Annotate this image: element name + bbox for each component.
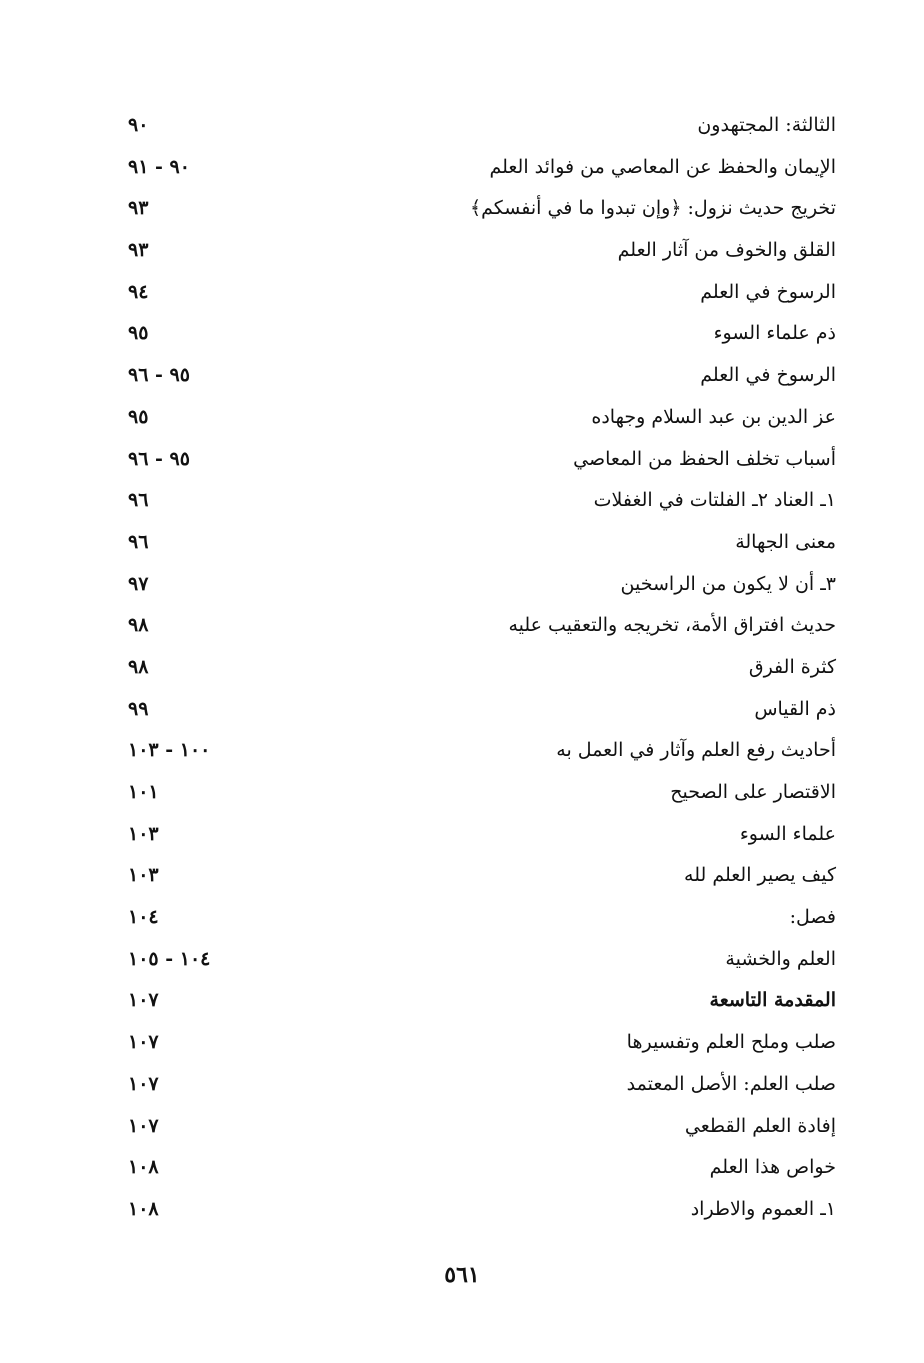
toc-entry-title: القلق والخوف من آثار العلم: [617, 239, 836, 262]
toc-entry-page: ١٠٧: [128, 1072, 159, 1095]
toc-entry-title: صلب وملح العلم وتفسيرها: [626, 1031, 836, 1054]
toc-entry: [128, 567, 836, 609]
page-number: ٥٦١: [444, 1262, 480, 1288]
toc-entry: [128, 900, 836, 942]
toc-entry: [128, 608, 836, 650]
toc-entry-title: الثالثة: المجتهدون: [697, 114, 836, 136]
toc-entry-page: ٩٨: [128, 614, 149, 637]
toc-entry: [128, 858, 836, 900]
toc-entry-page: ١٠١: [128, 781, 159, 803]
toc-entry-page: ٩٥: [128, 405, 149, 428]
toc-entry-page: ١٠٧: [128, 1114, 159, 1137]
toc-entry-title: الرسوخ في العلم: [700, 364, 836, 387]
toc-entry-page: ٩٨: [128, 655, 149, 678]
toc-entry: [128, 692, 836, 734]
toc-entry: [128, 983, 836, 1025]
toc-entry-page: ١٠٧: [128, 989, 159, 1012]
toc-entry: [128, 775, 836, 817]
toc-entry-title: ذم علماء السوء: [713, 322, 836, 345]
toc-entry-page: ٩٦: [128, 489, 149, 512]
toc-entry: [128, 1067, 836, 1109]
toc-entry-page: ١٠٨: [128, 1197, 159, 1220]
toc-entry: [128, 733, 836, 775]
toc-entry: [128, 233, 836, 275]
toc-entry: [128, 817, 836, 859]
toc-entry-page: ١٠٤ - ١٠٥: [128, 947, 211, 970]
toc-entry-page: ٩٥: [128, 322, 149, 345]
toc-entry-title: ٣ـ أن لا يكون من الراسخين: [620, 572, 836, 595]
toc-entry: [128, 942, 836, 984]
toc-entry-page: ٩٣: [128, 197, 149, 220]
toc-entry: [128, 1192, 836, 1234]
toc-entry-title: معنى الجهالة: [735, 530, 836, 553]
toc-entry-page: ١٠٠ - ١٠٣: [128, 739, 211, 762]
toc-entry: [128, 483, 836, 525]
toc-entry-page: ٩٥ - ٩٦: [128, 364, 190, 387]
toc-entry-title: تخريج حديث نزول: ﴿وإن تبدوا ما في أنفسكم﴾: [470, 197, 836, 220]
toc-entry: [128, 108, 836, 150]
toc-entry-title: حديث افتراق الأمة، تخريجه والتعقيب عليه: [508, 614, 836, 637]
toc-entry-page: ٩٥ - ٩٦: [128, 447, 190, 470]
toc-entry-page: ٩٠ - ٩١: [128, 155, 190, 178]
toc-entry-page: ١٠٧: [128, 1031, 159, 1054]
toc-entry-title: ١ـ العموم والاطراد: [690, 1197, 836, 1220]
toc-entry-title: خواص هذا العلم: [709, 1156, 836, 1179]
toc-entry-title: الإيمان والحفظ عن المعاصي من فوائد العلم: [489, 155, 836, 178]
toc-entry-title: ذم القياس: [754, 697, 836, 720]
toc-entry: [128, 275, 836, 317]
toc-entry-title: علماء السوء: [739, 822, 836, 845]
toc-entry-page: ١٠٨: [128, 1156, 159, 1179]
toc-entry-page: ٩٤: [128, 280, 149, 303]
toc-entry-title: الاقتصار على الصحيح: [670, 781, 836, 803]
toc-entry-title: كثرة الفرق: [748, 655, 836, 678]
toc-entry-title: أحاديث رفع العلم وآثار في العمل به: [556, 739, 836, 762]
toc-entry-page: ٩٣: [128, 239, 149, 262]
table-of-contents: [128, 108, 836, 1234]
toc-entry: [128, 358, 836, 400]
toc-entry: [128, 316, 836, 358]
toc-entry-title: إفادة العلم القطعي: [684, 1114, 836, 1137]
toc-entry: [128, 442, 836, 484]
toc-entry-title: كيف يصير العلم لله: [684, 864, 836, 887]
toc-entry: [128, 1150, 836, 1192]
toc-entry-page: ١٠٣: [128, 864, 159, 887]
toc-entry-title: ١ـ العناد ٢ـ الفلتات في الغفلات: [593, 489, 836, 512]
toc-entry-title: أسباب تخلف الحفظ من المعاصي: [573, 447, 836, 470]
toc-entry: [128, 1109, 836, 1151]
toc-entry-title: المقدمة التاسعة: [709, 989, 836, 1012]
toc-entry: [128, 191, 836, 233]
toc-entry: [128, 400, 836, 442]
toc-entry-title: الرسوخ في العلم: [700, 280, 836, 303]
toc-entry-title: عز الدين بن عبد السلام وجهاده: [591, 405, 836, 428]
toc-entry-page: ٩٧: [128, 572, 149, 595]
toc-entry-page: ٩٦: [128, 530, 149, 553]
toc-entry: [128, 525, 836, 567]
toc-entry-page: ٩٠: [128, 114, 149, 136]
toc-entry-title: صلب العلم: الأصل المعتمد: [626, 1072, 836, 1095]
toc-entry: [128, 1025, 836, 1067]
toc-entry-page: ١٠٤: [128, 906, 159, 929]
toc-entry: [128, 650, 836, 692]
toc-entry: [128, 150, 836, 192]
toc-entry-page: ١٠٣: [128, 822, 159, 845]
toc-entry-page: ٩٩: [128, 697, 149, 720]
toc-entry-title: فصل:: [789, 906, 836, 929]
toc-entry-title: العلم والخشية: [725, 947, 836, 970]
